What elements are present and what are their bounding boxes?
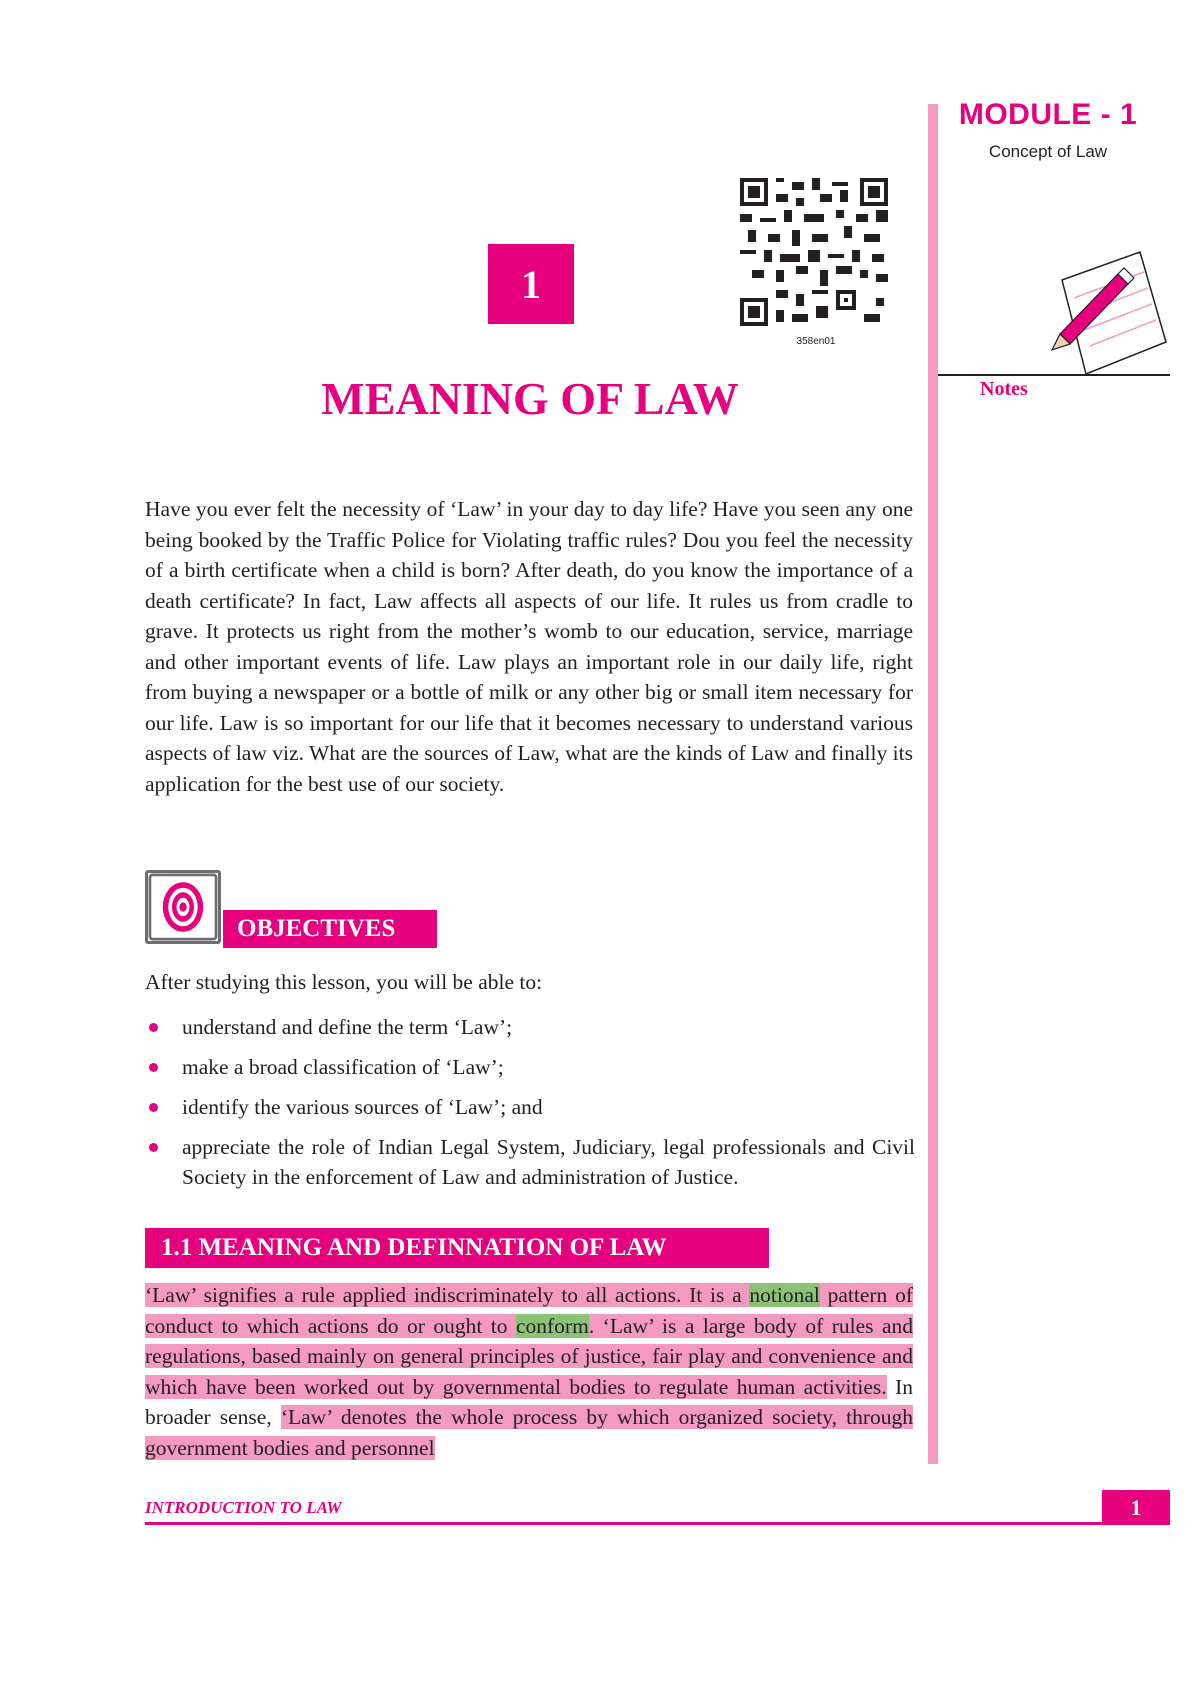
highlighted-word[interactable]: notional — [749, 1283, 820, 1307]
target-icon — [145, 870, 221, 944]
highlighted-text[interactable]: ‘Law’ denotes the whole process by which organized society, through government bodies and personnel — [145, 1405, 913, 1460]
module-label: MODULE - 1 — [958, 98, 1138, 131]
highlighted-word[interactable]: conform — [515, 1313, 589, 1338]
qr-code-icon[interactable] — [740, 178, 888, 326]
notes-label: Notes — [980, 378, 1028, 400]
bullet-icon — [149, 1023, 158, 1032]
objectives-heading: OBJECTIVES — [223, 910, 437, 948]
notes-pencil-icon — [1040, 250, 1170, 380]
list-item: make a broad classification of ‘Law’; — [145, 1052, 915, 1082]
highlighted-text[interactable]: ‘Law’ signifies a rule applied indiscriminately to all actions. It is a — [145, 1283, 750, 1307]
list-item: understand and define the term ‘Law’; — [145, 1012, 915, 1042]
page-number: 1 — [1102, 1490, 1170, 1525]
objectives-list — [145, 1012, 915, 1202]
list-item: appreciate the role of Indian Legal System, Judiciary, legal professionals and Civil Society in the enforcement of Law and administration of Justice. — [145, 1132, 915, 1192]
notes-divider — [938, 374, 1170, 376]
highlighted-text[interactable]: pattern of conduct to which actions do or ought to — [145, 1283, 913, 1338]
chapter-number: 1 — [488, 244, 574, 324]
intro-paragraph: Have you ever felt the necessity of ‘Law’ in your day to day life? Have you seen any one being booked by the Traffic Police for Violating traffic rules? Dou you feel the necessity of a birth certificate when a child is born? After death, do you know the importance of a death certificate? In fact, Law affects all aspects of our life. It rules us from cradle to grave. It protects us right from the mother’s womb to our education, service, marriage and other important events of life. Law plays an important role in our daily life, right from buying a newspaper or a bottle of milk or any other big or small item necessary for our life. Law is so important for our life that it becomes necessary to understand various aspects of law viz. What are the sources of Law, what are the kinds of Law and finally its application for the best use of our society. — [145, 497, 913, 796]
bullet-icon — [149, 1103, 158, 1112]
plain-text: In broader sense, — [145, 1374, 913, 1429]
highlighted-text[interactable]: . ‘Law’ is a large body of rules and regulations, based mainly on general principles of justice, fair play and convenience and which have been worked out by governmental bodies to regulate human activities. — [145, 1313, 913, 1399]
section-heading: 1.1 MEANING AND DEFINNATION OF LAW — [145, 1228, 769, 1268]
bullet-icon — [149, 1063, 158, 1072]
objectives-lead: After studying this lesson, you will be able to: — [145, 970, 543, 994]
section-paragraph — [145, 1280, 913, 1463]
qr-code-label: 358en01 — [796, 336, 836, 347]
margin-rule — [928, 104, 938, 1464]
footer-rule — [145, 1522, 1170, 1525]
footer-label: INTRODUCTION TO LAW — [145, 1498, 342, 1517]
page-title: MEANING OF LAW — [321, 373, 739, 424]
bullet-icon — [149, 1143, 158, 1152]
list-item: identify the various sources of ‘Law’; and — [145, 1092, 915, 1122]
module-subtitle: Concept of Law — [988, 142, 1108, 161]
